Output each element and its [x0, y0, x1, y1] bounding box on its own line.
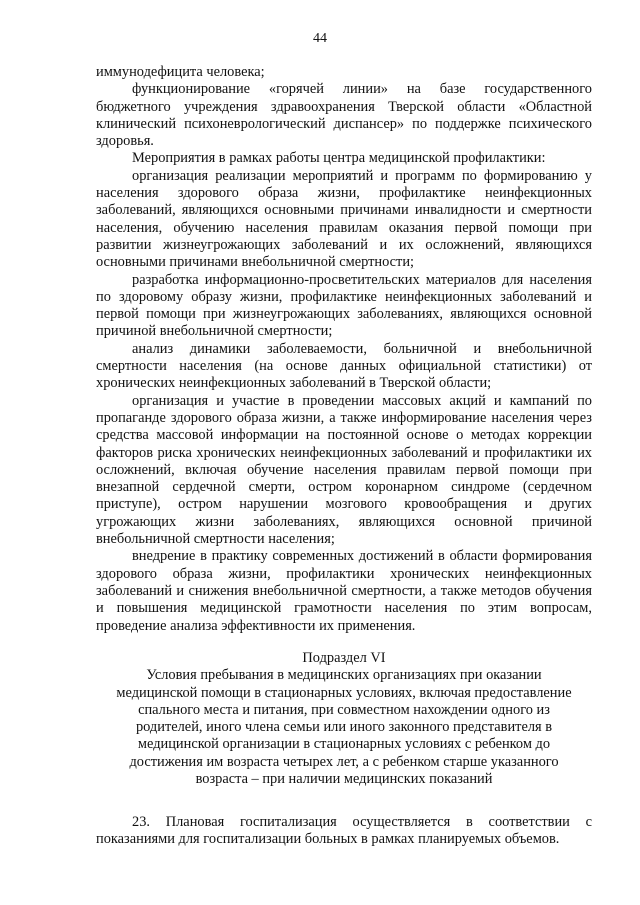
- clause-text: 23. Плановая госпитализация осуществляется в соответствии с показаниями для госпитализации больных в рамках планируемых объемов.: [96, 814, 592, 848]
- paragraph: функционирование «горячей линии» на базе государственного бюджетного учреждения здравоохранения Тверской области «Областной клинический психоневрологический диспансер» по поддержке психического здоровья.: [96, 81, 592, 150]
- paragraph: организация реализации мероприятий и программ по формированию у населения здорового образа жизни, профилактике неинфекционных заболеваний, являющихся основными причинами инвалидности и смертности населения, обучению населения правилам оказания первой помощи при развитии жизнеугрожающих заболеваний и их осложнений, являющихся основными причинами внебольничной смертности;: [96, 167, 592, 271]
- paragraph: разработка информационно-просветительских материалов для населения по здоровому образу жизни, профилактике неинфекционных заболеваний и первой помощи при жизнеугрожающих заболеваниях, являющихся основной причиной внебольничной смертности;: [96, 271, 592, 340]
- page-number: 44: [313, 31, 327, 46]
- document-body: [96, 64, 592, 635]
- section-title-line: медицинской организации в стационарных условиях с ребенком до: [137, 736, 551, 753]
- clause-23: [96, 814, 592, 849]
- section-title-line: спального места и питания, при совместном нахождении одного из: [138, 701, 550, 718]
- paragraph: организация и участие в проведении массовых акций и кампаний по пропаганде здорового образа жизни, а также информирование населения через средства массовой информации на постоянной основе о методах коррекции факторов риска хронических неинфекционных заболеваний и профилактики их осложнений, включая обучение населения правилам первой помощи при внезапной сердечной смерти, остром коронарном синдроме (сердечном приступе), остром нарушении мозгового кровообращения и других угрожающих жизни заболеваниях, являющихся основной причиной внебольничной смертности населения;: [96, 392, 592, 548]
- section-title-line: Условия пребывания в медицинских организациях при оказании: [146, 667, 542, 684]
- paragraph: анализ динамики заболеваемости, больничной и внебольничной смертности населения (на основе данных официальной статистики) от хронических неинфекционных заболеваний в Тверской области;: [96, 340, 592, 392]
- paragraph: иммунодефицита человека;: [96, 64, 265, 80]
- section-title-line: возраста – при наличии медицинских показаний: [195, 771, 493, 788]
- section-title-line: медицинской помощи в стационарных условиях, включая предоставление: [116, 684, 572, 701]
- section-label: Подраздел VI: [302, 650, 386, 666]
- section-title-line: родителей, иного члена семьи или иного законного представителя в: [135, 719, 553, 736]
- paragraph: Мероприятия в рамках работы центра медицинской профилактики:: [132, 150, 546, 167]
- section-heading: [96, 650, 592, 788]
- section-title-line: достижения им возраста четырех лет, а с ребенком старше указанного: [129, 753, 559, 770]
- paragraph: внедрение в практику современных достижений в области формирования здорового образа жизни, профилактики хронических неинфекционных заболеваний и снижения внебольничной смертности, а также методов обучения и повышения медицинской грамотности населения по этим вопросам, проведение анализа эффективности их применения.: [96, 548, 592, 634]
